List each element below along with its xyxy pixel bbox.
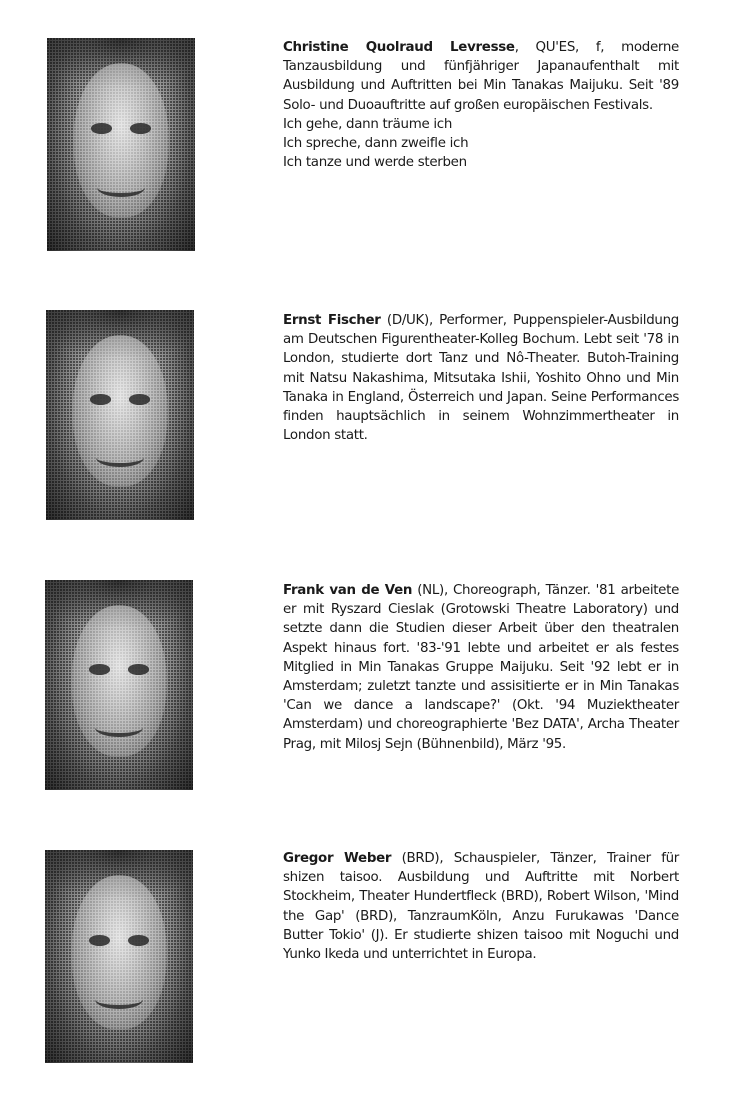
bio-text-christine xyxy=(283,38,679,172)
portrait-photo-ernst xyxy=(46,310,194,520)
portrait-photo-frank xyxy=(45,580,193,790)
bio-description: (BRD), Schauspieler, Tänzer, Trainer für shizen taisoo. Ausbildung und Auftritte mit Norbert Stockheim, Theater Hundertfleck (BRD), Robert Wilson, 'Mind the Gap' (BRD), TanzraumKöln, Anzu Furukawas 'Dance Butter Tokio' (J). Er studierte shizen taisoo mit Noguchi und Yunko Ikeda und unterrichtet in Europa. xyxy=(283,851,679,963)
person-name: Ernst Fischer xyxy=(283,313,381,328)
poem-line: Ich spreche, dann zweifle ich xyxy=(283,136,469,152)
poem-line: Ich gehe, dann träume ich xyxy=(283,116,453,132)
person-name: Christine Quolraud Levresse xyxy=(283,40,515,55)
bio-description: , QU'ES, f, moderne Tanzausbildung und fünfjähriger Japanaufenthalt mit Ausbildung und Auftritten bei Min Tanakas Maijuku. Seit '89 Solo- und Duoauftritte auf großen europäischen Festivals. xyxy=(283,40,679,113)
person-name: Gregor Weber xyxy=(283,851,392,866)
bio-text-gregor xyxy=(283,849,679,964)
portrait-photo-gregor xyxy=(45,850,193,1063)
person-name: Frank van de Ven xyxy=(283,583,413,598)
bio-text-ernst xyxy=(283,311,679,445)
portrait-photo-christine xyxy=(47,38,195,251)
bio-text-frank xyxy=(283,581,679,754)
poem-line: Ich tanze und werde sterben xyxy=(283,155,467,171)
bio-description: (NL), Choreograph, Tänzer. '81 arbeitete er mit Ryszard Cieslak (Grotowski Theatre Laboratory) und setzte dann die Studien dieser Arbeit über den theatralen Aspekt hinaus fort. '83-'91 lebte und arbeitet er als festes Mitglied in Min Tanakas Gruppe Maijuku. Seit '92 lebt er in Amsterdam; zuletzt tanzte und assisitierte er in Min Tanakas 'Can we dance a landscape?' (Okt. '94 Muziektheater Amsterdam) und choreographierte 'Bez DATA', Archa Theater Prag, mit Milosj Sejn (Bühnenbild), März '95. xyxy=(283,583,680,752)
bio-description: (D/UK), Performer, Puppenspieler-Ausbildung am Deutschen Figurentheater-Kolleg Bochum. Lebt seit '78 in London, studierte dort Tanz und Nô-Theater. Butoh-Training mit Natsu Nakashima, Mitsutaka Ishii, Yoshito Ohno und Min Tanaka in England, Österreich und Japan. Seine Performances finden hauptsächlich in seinem Wohnzimmertheater in London statt. xyxy=(283,313,679,444)
